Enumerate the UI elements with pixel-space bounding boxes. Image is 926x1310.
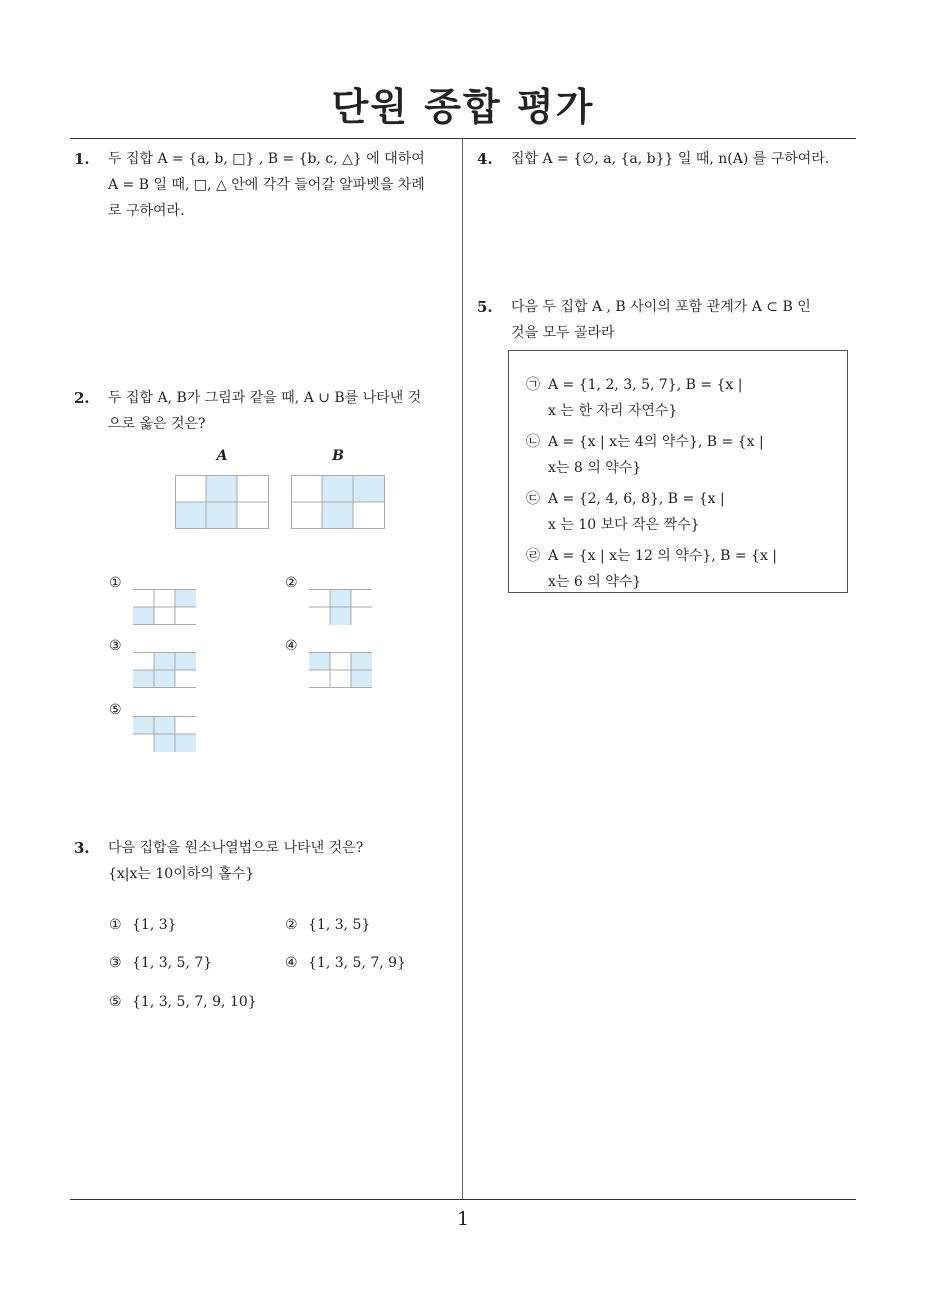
choice-2-mark[interactable]: ② — [285, 575, 298, 591]
choice-2[interactable] — [285, 917, 370, 933]
page-title: 단원 종합 평가 — [331, 85, 595, 129]
option-mark: ㉡ — [526, 434, 540, 450]
bottom-rule — [70, 1199, 856, 1200]
choice-text: {1, 3} — [132, 917, 177, 933]
question-text-line: 다음 두 집합 A , B 사이의 포함 관계가 A ⊂ B 인 — [511, 299, 811, 315]
question-text-line: 으로 옳은 것은? — [108, 416, 206, 432]
choice-5[interactable] — [109, 994, 257, 1010]
choice-mark: ① — [109, 917, 122, 933]
option-text-line: A = {1, 2, 3, 5, 7}, B = {x | — [548, 377, 743, 393]
choice-3-mark[interactable]: ③ — [109, 638, 122, 654]
column-divider — [462, 139, 463, 1200]
choice-text: {1, 3, 5} — [308, 917, 371, 933]
option-text-line: x는 8 의 약수} — [548, 460, 642, 476]
option-text-line: A = {x | x는 4의 약수}, B = {x | — [548, 434, 764, 450]
option-text-line: A = {2, 4, 6, 8}, B = {x | — [548, 491, 725, 507]
option-text-line: x 는 10 보다 작은 짝수} — [548, 517, 700, 533]
question-text-line: 두 집합 A = {a, b, □} , B = {b, c, △} 에 대하여 — [108, 151, 425, 167]
choice-text: {1, 3, 5, 7, 9} — [308, 955, 406, 971]
choice-4[interactable] — [285, 955, 406, 971]
question-text-line: 로 구하여라. — [108, 203, 185, 219]
question-number: 2. — [74, 389, 90, 407]
question-text-line: 두 집합 A, B가 그림과 같을 때, A ∪ B를 나타낸 것 — [108, 390, 422, 406]
set-a-label: A — [216, 448, 228, 464]
question-text-line: 것을 모두 골라라 — [511, 325, 615, 341]
choice-4-diagram[interactable] — [309, 652, 372, 688]
question-text-line: A = B 일 때, □, △ 안에 각각 들어갈 알파벳을 차례 — [108, 177, 425, 193]
question-set-expression: {x|x는 10이하의 홀수} — [108, 866, 255, 882]
choice-mark: ③ — [109, 955, 122, 971]
option-mark: ㉢ — [526, 491, 540, 507]
set-b-diagram — [291, 475, 385, 529]
question-number: 1. — [74, 150, 90, 168]
set-a-diagram — [175, 475, 269, 529]
choice-4-mark[interactable]: ④ — [285, 638, 298, 654]
choice-5-mark[interactable]: ⑤ — [109, 702, 122, 718]
question-number: 5. — [477, 298, 493, 316]
option-text-line: x 는 한 자리 자연수} — [548, 403, 678, 419]
choice-1-diagram[interactable] — [133, 589, 196, 625]
choice-mark: ④ — [285, 955, 298, 971]
set-b-label: B — [332, 448, 344, 464]
option-text-line: A = {x | x는 12 의 약수}, B = {x | — [548, 548, 778, 564]
option-text-line: x는 6 의 약수} — [548, 574, 642, 590]
choice-1-mark[interactable]: ① — [109, 575, 122, 591]
choice-2-diagram[interactable] — [309, 589, 372, 625]
option-mark: ㉠ — [526, 377, 540, 393]
choice-text: {1, 3, 5, 7, 9, 10} — [132, 994, 257, 1010]
choice-3[interactable] — [109, 955, 212, 971]
choice-5-diagram[interactable] — [133, 716, 196, 752]
option-mark: ㉣ — [526, 548, 540, 564]
choice-mark: ② — [285, 917, 298, 933]
choice-text: {1, 3, 5, 7} — [132, 955, 213, 971]
question-number: 4. — [477, 150, 493, 168]
page-number: 1 — [456, 1208, 470, 1230]
question-number: 3. — [74, 839, 90, 857]
top-rule — [70, 138, 856, 139]
question-text-line: 집합 A = {∅, a, {a, b}} 일 때, n(A) 를 구하여라. — [511, 151, 830, 167]
choice-1[interactable] — [109, 917, 177, 933]
choice-3-diagram[interactable] — [133, 652, 196, 688]
question-text-line: 다음 집합을 원소나열법으로 나타낸 것은? — [108, 840, 364, 856]
choice-mark: ⑤ — [109, 994, 122, 1010]
